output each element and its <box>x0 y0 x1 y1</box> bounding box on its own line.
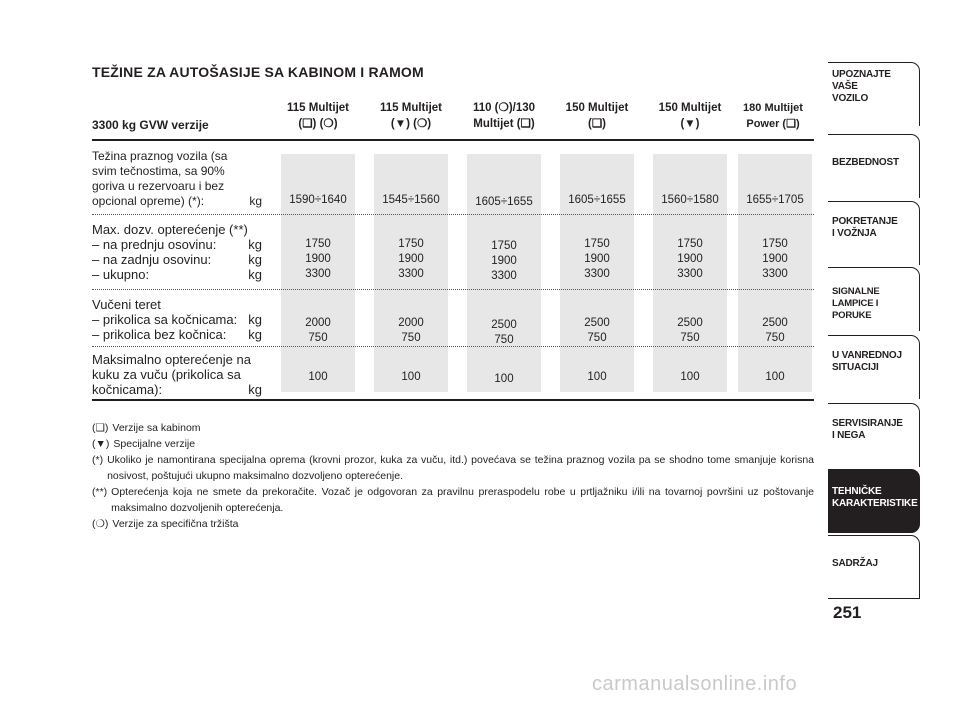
column-header: 150 Multijet (▼) <box>658 102 722 130</box>
footnote: (**) Opterećenja koja ne smete da prekoračite. Vozač je odgovoran za pravilnu preraspodelu robe u prtljažniku i/ili na tovarnoj površini uz poštovanje maksimalno dozvoljenih opterećenja. <box>92 486 814 514</box>
table-cell: 1750 1900 3300 <box>677 238 703 280</box>
table-rule-top <box>92 139 814 141</box>
table-cell: 1750 1900 3300 <box>398 238 424 280</box>
table-cell: 100 <box>494 373 514 385</box>
table-cell: 2500 750 <box>762 317 788 344</box>
table-cell: 100 <box>587 371 607 383</box>
table-cell: 100 <box>680 371 700 383</box>
watermark: carmanualsonline.info <box>592 673 798 695</box>
table-cell: 100 <box>308 371 328 383</box>
sidebar-tab-pokretanje[interactable]: POKRETANJE I VOŽNJA <box>828 201 920 265</box>
table-cell: 1605÷1655 <box>568 194 626 206</box>
table-cell: 1560÷1580 <box>661 194 719 206</box>
sidebar-tab-vanrednoj[interactable]: U VANREDNOJ SITUACIJI <box>828 335 920 399</box>
sidebar-tab-upoznajte[interactable]: UPOZNAJTE VAŠE VOZILO <box>828 62 920 126</box>
table-cell: 100 <box>765 371 785 383</box>
footnote: (*) Ukoliko je namontirana specijalna oprema (krovni prozor, kuka za vuču, itd.) povećava se težina praznog vozila pa se shodno tome smanjuje korisna nosivost, poštujući ukupno maksimalno dozvoljeno opterećenje. <box>92 454 814 482</box>
table-cell: 1590÷1640 <box>289 194 347 206</box>
table-rule <box>92 289 814 290</box>
sidebar-tab-sadrzaj[interactable]: SADRŽAJ <box>828 535 920 599</box>
column-header: 150 Multijet (❑) <box>565 102 629 130</box>
row-label-empty-weight: Težina praznog vozila (sa svim tečnostima, sa 90% goriva u rezervoaru i bez opcional opreme) (*): kg <box>92 149 262 208</box>
table-cell: 100 <box>401 371 421 383</box>
table-cell: 1750 1900 3300 <box>584 238 610 280</box>
column-header: 180 Multijet Power (❑) <box>743 102 803 130</box>
row-label-towed-load: Vučeni teret – prikolica sa kočnicama: kg – prikolica bez kočnica: kg <box>92 297 262 342</box>
table-cell: 2000 750 <box>398 317 424 344</box>
table-cell: 1750 1900 3300 <box>762 238 788 280</box>
page-title: TEŽINE ZA AUTOŠASIJE SA KABINOM I RAMOM <box>92 64 424 80</box>
row-label-max-load: Max. dozv. opterećenje (**) – na prednju osovinu: kg – na zadnju osovinu: kg – ukupno: kg <box>92 222 262 282</box>
footnote: (❍) Verzije za specifična tržišta <box>92 518 239 530</box>
table-rule <box>92 214 814 215</box>
table-cell: 2500 750 <box>677 317 703 344</box>
sidebar-bottom-rule <box>828 598 920 599</box>
table-cell: 2500 750 <box>584 317 610 344</box>
column-header: 115 Multijet (❑) (❍) <box>287 102 349 130</box>
table-cell: 2000 750 <box>305 317 331 344</box>
sidebar-tab-bezbednost[interactable]: BEZBEDNOST <box>828 134 920 198</box>
page-number: 251 <box>833 603 862 622</box>
footnote: (❑) Verzije sa kabinom <box>92 422 201 434</box>
table-rule-bottom <box>92 399 814 401</box>
table-cell: 1545÷1560 <box>382 194 440 206</box>
table-cell: 1655÷1705 <box>746 194 804 206</box>
table-cell: 1750 1900 3300 <box>491 240 517 282</box>
footnotes <box>92 420 814 532</box>
table-cell: 1605÷1655 <box>475 196 533 208</box>
table-cell: 1750 1900 3300 <box>305 238 331 280</box>
table-header-left: 3300 kg GVW verzije <box>92 118 209 132</box>
column-header: 110 (❍)/130 Multijet (❑) <box>472 102 536 130</box>
sidebar-tab-tehnicke[interactable]: TEHNIČKE KARAKTERISTIKE <box>828 469 920 533</box>
column-header: 115 Multijet (▼) (❍) <box>380 102 442 130</box>
row-label-hitch-load: Maksimalno opterećenje na kuku za vuču (prikolica sa kočnicama): kg <box>92 352 262 397</box>
table-cell: 2500 750 <box>491 319 517 346</box>
footnote: (▼) Specijalne verzije <box>92 438 196 450</box>
sidebar-tab-servisiranje[interactable]: SERVISIRANJE I NEGA <box>828 403 920 467</box>
weights-table <box>92 96 814 402</box>
sidebar-tab-signalne[interactable]: SIGNALNE LAMPICE I PORUKE <box>828 267 920 331</box>
table-rule <box>92 346 814 347</box>
